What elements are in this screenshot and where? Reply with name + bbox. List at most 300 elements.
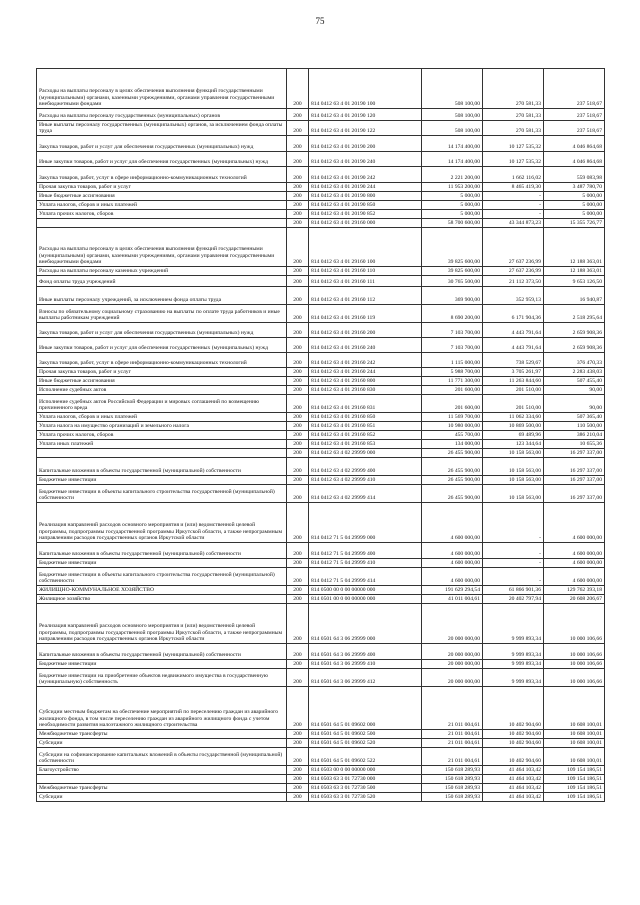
row-name-cell: Реализация направлений расходов основного мероприятия и (или) ведомственной целевой программы, подпрограммы государственной программы Иркутской области, а также непрограммным направлениям расходов государственных органов Иркутской области: [37, 503, 287, 543]
row-unexecuted-amount-cell: 10 000 106,66: [544, 644, 605, 660]
row-approved-amount-cell: 20 000 000,00: [422, 669, 483, 687]
table-row: [37, 121, 605, 136]
table-row: [37, 775, 605, 784]
row-unexecuted-amount-cell: 2 659 908,36: [544, 323, 605, 338]
row-name-cell: Бюджетные инвестиции в объекты капитального строительства государственной (муниципальной) собственности: [37, 485, 287, 503]
row-name-cell: Субсидии: [37, 739, 287, 748]
row-executed-amount-cell: 20 402 797,94: [483, 595, 544, 604]
row-executed-amount-cell: 10 402 904,60: [483, 730, 544, 739]
row-name-cell: Расходы на выплаты персоналу в целях обеспечения выполнения функций государственными (муниципальными) органами, казенными учреждениями, органами управления государственными внебюджетными фондами: [37, 69, 287, 109]
row-executed-amount-cell: 270 581,33: [483, 109, 544, 121]
row-classification-code-cell: 814 0412 63 4 01 29160 000: [309, 219, 422, 228]
row-classification-code-cell: 814 0412 71 5 04 29999 410: [309, 559, 422, 568]
row-admin-code-cell: 200: [287, 121, 309, 136]
row-approved-amount-cell: 20 000 000,00: [422, 644, 483, 660]
row-admin-code-cell: 200: [287, 644, 309, 660]
row-approved-amount-cell: 201 600,00: [422, 395, 483, 413]
row-name-cell: Бюджетные инвестиции: [37, 476, 287, 485]
row-admin-code-cell: 200: [287, 69, 309, 109]
row-approved-amount-cell: 26 455 900,00: [422, 458, 483, 476]
table-row: [37, 604, 605, 644]
row-unexecuted-amount-cell: 12 188 363,01: [544, 267, 605, 276]
row-name-cell: Капитальные вложения в объекты государственной (муниципальной) собственности: [37, 644, 287, 660]
row-admin-code-cell: 200: [287, 353, 309, 368]
row-name-cell: Иные выплаты персоналу государственных (муниципальных) органов, за исключением фонда оплаты труда: [37, 121, 287, 136]
table-row: [37, 660, 605, 669]
row-name-cell: Межбюджетные трансферты: [37, 784, 287, 793]
row-name-cell: Уплата налога на имущество организаций и земельного налога: [37, 422, 287, 431]
row-executed-amount-cell: 352 959,13: [483, 287, 544, 305]
row-name-cell: Субсидии: [37, 793, 287, 802]
row-admin-code-cell: 200: [287, 559, 309, 568]
row-approved-amount-cell: 134 000,00: [422, 440, 483, 449]
row-admin-code-cell: 200: [287, 775, 309, 784]
row-classification-code-cell: 814 0412 63 4 01 29160 200: [309, 323, 422, 338]
row-name-cell: Фонд оплаты труда учреждений: [37, 276, 287, 287]
row-executed-amount-cell: 27 637 236,99: [483, 267, 544, 276]
row-unexecuted-amount-cell: 16 297 337,00: [544, 449, 605, 458]
row-classification-code-cell: 814 0412 63 4 01 29160 852: [309, 431, 422, 440]
row-unexecuted-amount-cell: 10 608 100,01: [544, 748, 605, 766]
row-approved-amount-cell: 21 011 004,61: [422, 730, 483, 739]
row-name-cell: Капитальные вложения в объекты государственной (муниципальной) собственности: [37, 543, 287, 559]
row-executed-amount-cell: 69 489,96: [483, 431, 544, 440]
row-executed-amount-cell: 9 999 893,34: [483, 604, 544, 644]
row-classification-code-cell: 814 0503 63 3 01 72730 500: [309, 784, 422, 793]
row-approved-amount-cell: 1 115 000,00: [422, 353, 483, 368]
row-admin-code-cell: 200: [287, 267, 309, 276]
row-approved-amount-cell: 508 100,00: [422, 121, 483, 136]
row-classification-code-cell: 814 0412 71 5 04 29999 414: [309, 568, 422, 586]
table-row: [37, 669, 605, 687]
page-number: 75: [315, 16, 325, 26]
row-executed-amount-cell: 4 443 791,64: [483, 323, 544, 338]
table-row: [37, 353, 605, 368]
row-unexecuted-amount-cell: 4 046 864,68: [544, 152, 605, 167]
table-row: [37, 543, 605, 559]
row-approved-amount-cell: 14 174 400,00: [422, 152, 483, 167]
row-executed-amount-cell: -: [483, 192, 544, 201]
row-admin-code-cell: 200: [287, 305, 309, 323]
row-admin-code-cell: 200: [287, 485, 309, 503]
row-name-cell: ЖИЛИЩНО-КОММУНАЛЬНОЕ ХОЗЯЙСТВО: [37, 586, 287, 595]
row-classification-code-cell: 814 0412 63 4 01 29160 112: [309, 287, 422, 305]
row-admin-code-cell: 200: [287, 386, 309, 395]
row-classification-code-cell: 814 0412 63 4 01 20190 100: [309, 69, 422, 109]
row-name-cell: Межбюджетные трансферты: [37, 730, 287, 739]
row-admin-code-cell: 200: [287, 440, 309, 449]
row-admin-code-cell: 200: [287, 276, 309, 287]
row-admin-code-cell: 200: [287, 660, 309, 669]
row-unexecuted-amount-cell: 10 608 100,01: [544, 739, 605, 748]
row-approved-amount-cell: 26 455 900,00: [422, 485, 483, 503]
table-row: [37, 210, 605, 219]
row-unexecuted-amount-cell: 4 600 000,00: [544, 568, 605, 586]
table-row: [37, 503, 605, 543]
row-executed-amount-cell: 10 402 904,60: [483, 748, 544, 766]
row-classification-code-cell: 814 0412 63 4 01 29160 244: [309, 368, 422, 377]
row-admin-code-cell: 200: [287, 458, 309, 476]
row-executed-amount-cell: 61 866 901,36: [483, 586, 544, 595]
row-name-cell: Капитальные вложения в объекты государственной (муниципальной) собственности: [37, 458, 287, 476]
row-admin-code-cell: 200: [287, 449, 309, 458]
table-row: [37, 136, 605, 152]
row-classification-code-cell: 814 0501 64 5 01 09602 522: [309, 748, 422, 766]
row-classification-code-cell: 814 0501 64 3 06 29999 000: [309, 604, 422, 644]
row-name-cell: Благоустройство: [37, 766, 287, 775]
row-admin-code-cell: 200: [287, 730, 309, 739]
row-admin-code-cell: 200: [287, 739, 309, 748]
row-approved-amount-cell: 21 011 004,61: [422, 739, 483, 748]
row-executed-amount-cell: -: [483, 543, 544, 559]
row-admin-code-cell: 200: [287, 167, 309, 183]
row-approved-amount-cell: 201 600,00: [422, 386, 483, 395]
table-row: [37, 485, 605, 503]
row-admin-code-cell: 200: [287, 219, 309, 228]
row-name-cell: Закупка товаров, работ, услуг в сфере информационно-коммуникационных технологий: [37, 167, 287, 183]
row-unexecuted-amount-cell: 10 000 106,66: [544, 660, 605, 669]
row-executed-amount-cell: 11 062 334,60: [483, 413, 544, 422]
row-unexecuted-amount-cell: 90,00: [544, 395, 605, 413]
table-row: [37, 276, 605, 287]
row-name-cell: Исполнение судебных актов Российской Федерации и мировых соглашений по возмещению причиненного вреда: [37, 395, 287, 413]
row-classification-code-cell: 814 0501 64 3 06 29999 400: [309, 644, 422, 660]
row-name-cell: Закупка товаров, работ и услуг для обеспечения государственных (муниципальных) нужд: [37, 323, 287, 338]
table-row: [37, 413, 605, 422]
row-name-cell: Иные закупки товаров, работ и услуг для обеспечения государственных (муниципальных) нужд: [37, 338, 287, 353]
row-approved-amount-cell: 508 100,00: [422, 109, 483, 121]
row-classification-code-cell: 814 0412 63 4 01 29160 100: [309, 228, 422, 267]
row-executed-amount-cell: 10 158 563,00: [483, 458, 544, 476]
row-approved-amount-cell: 20 000 000,00: [422, 660, 483, 669]
row-name-cell: Расходы на выплаты персоналу казенных учреждений: [37, 267, 287, 276]
row-classification-code-cell: 814 0412 71 5 04 29999 000: [309, 503, 422, 543]
row-classification-code-cell: 814 0412 63 4 01 20190 120: [309, 109, 422, 121]
row-admin-code-cell: 200: [287, 669, 309, 687]
row-unexecuted-amount-cell: 2 518 295,64: [544, 305, 605, 323]
row-name-cell: Расходы на выплаты персоналу в целях обеспечения выполнения функций государственными (муниципальными) органами, казенными учреждениями, органами управления государственными внебюджетными фондами: [37, 228, 287, 267]
row-unexecuted-amount-cell: 16 940,87: [544, 287, 605, 305]
row-unexecuted-amount-cell: 109 154 186,51: [544, 775, 605, 784]
row-unexecuted-amount-cell: 2 283 438,03: [544, 368, 605, 377]
row-classification-code-cell: 814 0412 63 4 01 20190 240: [309, 152, 422, 167]
row-executed-amount-cell: 10 402 904,60: [483, 687, 544, 730]
row-name-cell: Прочая закупка товаров, работ и услуг: [37, 368, 287, 377]
table-row: [37, 458, 605, 476]
table-row: [37, 586, 605, 595]
row-executed-amount-cell: 8 465 419,30: [483, 183, 544, 192]
row-name-cell: Расходы на выплаты персоналу государственных (муниципальных) органов: [37, 109, 287, 121]
row-unexecuted-amount-cell: 5 000,00: [544, 192, 605, 201]
row-approved-amount-cell: 150 618 289,93: [422, 766, 483, 775]
row-unexecuted-amount-cell: 10 608 100,01: [544, 730, 605, 739]
row-admin-code-cell: 200: [287, 228, 309, 267]
row-executed-amount-cell: -: [483, 210, 544, 219]
row-admin-code-cell: 200: [287, 377, 309, 386]
row-approved-amount-cell: 11 569 700,00: [422, 413, 483, 422]
table-row: [37, 323, 605, 338]
table-row: [37, 644, 605, 660]
table-row: [37, 167, 605, 183]
row-executed-amount-cell: 9 999 893,34: [483, 660, 544, 669]
row-unexecuted-amount-cell: 386 210,04: [544, 431, 605, 440]
row-admin-code-cell: 200: [287, 201, 309, 210]
row-name-cell: Бюджетные инвестиции: [37, 559, 287, 568]
row-classification-code-cell: 814 0412 63 4 01 20190 244: [309, 183, 422, 192]
table-row: [37, 784, 605, 793]
row-approved-amount-cell: 14 174 400,00: [422, 136, 483, 152]
table-row: [37, 793, 605, 802]
row-name-cell: Уплата прочих налогов, сборов: [37, 210, 287, 219]
row-name-cell: Уплата налогов, сборов и иных платежей: [37, 413, 287, 422]
row-classification-code-cell: 814 0412 63 4 01 29160 110: [309, 267, 422, 276]
row-approved-amount-cell: 21 011 004,61: [422, 748, 483, 766]
row-executed-amount-cell: 41 464 103,42: [483, 793, 544, 802]
row-admin-code-cell: 200: [287, 687, 309, 730]
row-unexecuted-amount-cell: 9 653 126,50: [544, 276, 605, 287]
row-name-cell: Прочая закупка товаров, работ и услуг: [37, 183, 287, 192]
row-executed-amount-cell: 41 464 103,42: [483, 766, 544, 775]
row-classification-code-cell: 814 0412 63 4 01 20190 122: [309, 121, 422, 136]
row-name-cell: Взносы по обязательному социальному страхованию на выплаты по оплате труда работников и иные выплаты работникам учреждений: [37, 305, 287, 323]
row-executed-amount-cell: -: [483, 201, 544, 210]
row-unexecuted-amount-cell: 15 355 726,77: [544, 219, 605, 228]
row-unexecuted-amount-cell: 507 365,40: [544, 413, 605, 422]
row-approved-amount-cell: 4 600 000,00: [422, 543, 483, 559]
row-classification-code-cell: 814 0501 00 0 00 00000 000: [309, 595, 422, 604]
table-row: [37, 476, 605, 485]
row-admin-code-cell: 200: [287, 323, 309, 338]
row-name-cell: Иные бюджетные ассигнования: [37, 377, 287, 386]
table-row: [37, 440, 605, 449]
row-classification-code-cell: 814 0412 63 4 01 29160 851: [309, 422, 422, 431]
row-unexecuted-amount-cell: 4 600 000,00: [544, 503, 605, 543]
table-row: [37, 568, 605, 586]
row-unexecuted-amount-cell: 237 518,67: [544, 121, 605, 136]
table-row: [37, 431, 605, 440]
row-admin-code-cell: 200: [287, 766, 309, 775]
row-admin-code-cell: 200: [287, 422, 309, 431]
table-row: [37, 287, 605, 305]
row-executed-amount-cell: 10 869 500,00: [483, 422, 544, 431]
row-unexecuted-amount-cell: 90,00: [544, 386, 605, 395]
table-row: [37, 192, 605, 201]
row-approved-amount-cell: 191 629 294,54: [422, 586, 483, 595]
row-executed-amount-cell: 10 158 563,00: [483, 476, 544, 485]
row-unexecuted-amount-cell: 507 455,40: [544, 377, 605, 386]
row-admin-code-cell: 200: [287, 586, 309, 595]
row-name-cell: Уплата налогов, сборов и иных платежей: [37, 201, 287, 210]
row-classification-code-cell: 814 0412 63 4 02 29999 414: [309, 485, 422, 503]
row-admin-code-cell: 200: [287, 503, 309, 543]
row-executed-amount-cell: 123 344,64: [483, 440, 544, 449]
row-unexecuted-amount-cell: 109 154 186,51: [544, 793, 605, 802]
row-executed-amount-cell: 9 999 893,34: [483, 644, 544, 660]
row-executed-amount-cell: 10 158 563,00: [483, 449, 544, 458]
row-executed-amount-cell: 41 464 103,42: [483, 784, 544, 793]
row-approved-amount-cell: 150 618 289,93: [422, 784, 483, 793]
row-approved-amount-cell: 5 000,00: [422, 201, 483, 210]
row-name-cell: Субсидии на софинансирование капитальных вложений в объекты государственной (муниципальной) собственности: [37, 748, 287, 766]
row-name-cell: Уплата прочих налогов, сборов: [37, 431, 287, 440]
row-executed-amount-cell: 1 662 116,02: [483, 167, 544, 183]
row-name-cell: Бюджетные инвестиции: [37, 660, 287, 669]
table-row: [37, 152, 605, 167]
row-approved-amount-cell: 5 000,00: [422, 192, 483, 201]
row-unexecuted-amount-cell: 109 154 186,51: [544, 784, 605, 793]
row-classification-code-cell: 814 0412 63 4 01 29160 240: [309, 338, 422, 353]
row-name-cell: Исполнение судебных актов: [37, 386, 287, 395]
table-row: [37, 228, 605, 267]
row-approved-amount-cell: 39 825 600,00: [422, 228, 483, 267]
row-executed-amount-cell: 43 344 873,23: [483, 219, 544, 228]
row-admin-code-cell: 200: [287, 183, 309, 192]
row-unexecuted-amount-cell: 109 154 186,51: [544, 766, 605, 775]
row-approved-amount-cell: 21 011 004,61: [422, 687, 483, 730]
row-approved-amount-cell: 4 600 000,00: [422, 503, 483, 543]
table-row: [37, 386, 605, 395]
row-approved-amount-cell: 5 988 700,00: [422, 368, 483, 377]
row-unexecuted-amount-cell: 3 487 780,70: [544, 183, 605, 192]
row-executed-amount-cell: -: [483, 503, 544, 543]
row-approved-amount-cell: 508 100,00: [422, 69, 483, 109]
row-unexecuted-amount-cell: 16 297 337,00: [544, 458, 605, 476]
row-name-cell: [37, 775, 287, 784]
table-row: [37, 368, 605, 377]
table-row: [37, 69, 605, 109]
row-approved-amount-cell: 5 000,00: [422, 210, 483, 219]
row-admin-code-cell: 200: [287, 748, 309, 766]
row-unexecuted-amount-cell: 2 659 908,36: [544, 338, 605, 353]
row-classification-code-cell: 814 0412 63 4 01 20190 242: [309, 167, 422, 183]
table-row: [37, 422, 605, 431]
table-row: [37, 219, 605, 228]
row-admin-code-cell: 200: [287, 543, 309, 559]
table-row: [37, 395, 605, 413]
table-row: [37, 201, 605, 210]
row-unexecuted-amount-cell: 110 500,00: [544, 422, 605, 431]
row-executed-amount-cell: 10 127 535,32: [483, 152, 544, 167]
row-name-cell: [37, 449, 287, 458]
table-row: [37, 267, 605, 276]
row-admin-code-cell: 200: [287, 210, 309, 219]
row-admin-code-cell: 200: [287, 413, 309, 422]
row-approved-amount-cell: 11 771 300,00: [422, 377, 483, 386]
table-row: [37, 730, 605, 739]
row-admin-code-cell: 200: [287, 784, 309, 793]
row-unexecuted-amount-cell: 376 470,33: [544, 353, 605, 368]
row-admin-code-cell: 200: [287, 395, 309, 413]
row-name-cell: Жилищное хозяйство: [37, 595, 287, 604]
row-unexecuted-amount-cell: 129 762 393,18: [544, 586, 605, 595]
row-unexecuted-amount-cell: 16 297 337,00: [544, 485, 605, 503]
row-approved-amount-cell: 11 953 200,00: [422, 183, 483, 192]
row-unexecuted-amount-cell: 237 518,67: [544, 69, 605, 109]
row-executed-amount-cell: 21 112 373,50: [483, 276, 544, 287]
row-approved-amount-cell: 455 700,00: [422, 431, 483, 440]
budget-execution-table: [36, 68, 605, 802]
row-name-cell: Бюджетные инвестиции в объекты капитального строительства государственной (муниципальной) собственности: [37, 568, 287, 586]
row-admin-code-cell: 200: [287, 192, 309, 201]
row-name-cell: [37, 219, 287, 228]
row-executed-amount-cell: 11 263 844,60: [483, 377, 544, 386]
row-executed-amount-cell: 41 464 103,42: [483, 775, 544, 784]
row-approved-amount-cell: 150 618 289,93: [422, 793, 483, 802]
table-row: [37, 109, 605, 121]
row-approved-amount-cell: 4 600 000,00: [422, 568, 483, 586]
row-classification-code-cell: 814 0501 64 5 01 09602 500: [309, 730, 422, 739]
row-approved-amount-cell: 20 000 000,00: [422, 604, 483, 644]
row-classification-code-cell: 814 0412 63 4 01 29160 831: [309, 395, 422, 413]
row-executed-amount-cell: 6 171 904,36: [483, 305, 544, 323]
row-name-cell: Закупка товаров, работ, услуг в сфере информационно-коммуникационных технологий: [37, 353, 287, 368]
row-executed-amount-cell: 270 581,33: [483, 121, 544, 136]
row-admin-code-cell: 200: [287, 476, 309, 485]
table-row: [37, 183, 605, 192]
row-approved-amount-cell: 2 221 200,00: [422, 167, 483, 183]
row-name-cell: Иные бюджетные ассигнования: [37, 192, 287, 201]
row-name-cell: Иные закупки товаров, работ и услуг для обеспечения государственных (муниципальных) нужд: [37, 152, 287, 167]
row-approved-amount-cell: 8 690 200,00: [422, 305, 483, 323]
row-executed-amount-cell: 10 158 563,00: [483, 485, 544, 503]
row-approved-amount-cell: 26 455 900,00: [422, 476, 483, 485]
row-approved-amount-cell: 41 011 004,61: [422, 595, 483, 604]
table-body: [37, 69, 605, 802]
row-admin-code-cell: 200: [287, 595, 309, 604]
row-executed-amount-cell: 270 581,33: [483, 69, 544, 109]
row-executed-amount-cell: 201 510,00: [483, 386, 544, 395]
row-executed-amount-cell: 4 443 791,64: [483, 338, 544, 353]
row-admin-code-cell: 200: [287, 368, 309, 377]
row-unexecuted-amount-cell: 5 000,00: [544, 210, 605, 219]
row-approved-amount-cell: 4 600 000,00: [422, 559, 483, 568]
row-classification-code-cell: 814 0412 71 5 04 29999 400: [309, 543, 422, 559]
row-name-cell: Закупка товаров, работ и услуг для обеспечения государственных (муниципальных) нужд: [37, 136, 287, 152]
table-row: [37, 338, 605, 353]
row-admin-code-cell: 200: [287, 604, 309, 644]
table-row: [37, 687, 605, 730]
table-row: [37, 595, 605, 604]
row-classification-code-cell: 814 0412 63 4 02 29999 400: [309, 458, 422, 476]
row-name-cell: Реализация направлений расходов основного мероприятия и (или) ведомственной целевой программы, подпрограммы государственной программы Иркутской области, а также непрограммным направлениям расходов государственных органов Иркутской области: [37, 604, 287, 644]
row-executed-amount-cell: 9 999 893,34: [483, 669, 544, 687]
row-approved-amount-cell: 369 900,00: [422, 287, 483, 305]
row-unexecuted-amount-cell: 10 000 106,66: [544, 669, 605, 687]
row-classification-code-cell: 814 0412 63 4 01 20190 200: [309, 136, 422, 152]
row-unexecuted-amount-cell: 10 655,36: [544, 440, 605, 449]
row-approved-amount-cell: 30 765 500,00: [422, 276, 483, 287]
row-admin-code-cell: 200: [287, 793, 309, 802]
row-classification-code-cell: 814 0412 63 4 02 29999 410: [309, 476, 422, 485]
table-row: [37, 739, 605, 748]
table-row: [37, 305, 605, 323]
table-row: [37, 559, 605, 568]
row-admin-code-cell: 200: [287, 431, 309, 440]
row-classification-code-cell: 814 0501 64 5 01 09602 000: [309, 687, 422, 730]
row-unexecuted-amount-cell: 20 608 206,67: [544, 595, 605, 604]
row-approved-amount-cell: 150 618 289,93: [422, 775, 483, 784]
row-approved-amount-cell: 10 980 000,00: [422, 422, 483, 431]
row-executed-amount-cell: -: [483, 559, 544, 568]
row-unexecuted-amount-cell: 4 046 864,68: [544, 136, 605, 152]
row-classification-code-cell: 814 0412 63 4 01 20190 852: [309, 210, 422, 219]
row-classification-code-cell: 814 0500 00 0 00 00000 000: [309, 586, 422, 595]
row-classification-code-cell: 814 0412 63 4 01 29160 119: [309, 305, 422, 323]
row-classification-code-cell: 814 0501 64 5 01 09602 520: [309, 739, 422, 748]
row-unexecuted-amount-cell: 10 000 106,66: [544, 604, 605, 644]
row-classification-code-cell: 814 0503 00 0 00 00000 000: [309, 766, 422, 775]
row-executed-amount-cell: -: [483, 568, 544, 586]
